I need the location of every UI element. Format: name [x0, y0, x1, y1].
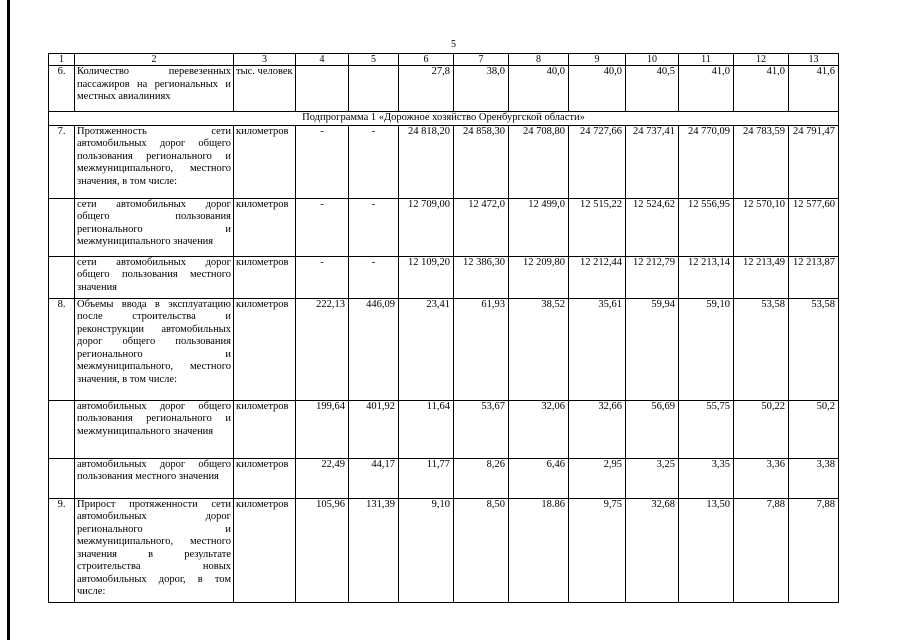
value-cell: 59,10 — [679, 298, 734, 400]
value-cell: 22,49 — [296, 458, 349, 498]
table-row — [49, 66, 839, 112]
unit-cell: километров — [234, 256, 296, 298]
value-cell: - — [296, 256, 349, 298]
table-row — [49, 458, 839, 498]
header-cell: 2 — [75, 54, 234, 66]
value-cell: 38,0 — [454, 66, 509, 112]
row-number: 9. — [49, 498, 75, 602]
value-cell: 53,67 — [454, 400, 509, 458]
value-cell: 53,58 — [789, 298, 839, 400]
indicator-name: сети автомобильных дорог общего пользования местного значения — [75, 256, 234, 298]
unit-cell: километров — [234, 298, 296, 400]
value-cell: 11,77 — [399, 458, 454, 498]
header-cell: 13 — [789, 54, 839, 66]
value-cell: 55,75 — [679, 400, 734, 458]
value-cell: 18.86 — [509, 498, 569, 602]
value-cell: 12 209,80 — [509, 256, 569, 298]
value-cell: 12 109,20 — [399, 256, 454, 298]
row-number: 8. — [49, 298, 75, 400]
value-cell — [349, 66, 399, 112]
unit-cell: километров — [234, 458, 296, 498]
value-cell: 44,17 — [349, 458, 399, 498]
value-cell: 24 770,09 — [679, 125, 734, 198]
table-row — [49, 198, 839, 256]
value-cell: 12 499,0 — [509, 198, 569, 256]
value-cell: 9,10 — [399, 498, 454, 602]
value-cell: 41,6 — [789, 66, 839, 112]
value-cell: 12 570,10 — [734, 198, 789, 256]
value-cell: - — [349, 256, 399, 298]
row-number: 7. — [49, 125, 75, 198]
table-row — [49, 125, 839, 198]
header-cell: 4 — [296, 54, 349, 66]
value-cell: 24 858,30 — [454, 125, 509, 198]
table-row — [49, 498, 839, 602]
value-cell: 27,8 — [399, 66, 454, 112]
header-cell: 1 — [49, 54, 75, 66]
value-cell: 56,69 — [626, 400, 679, 458]
value-cell: 7,88 — [789, 498, 839, 602]
unit-cell: километров — [234, 400, 296, 458]
value-cell: 3,25 — [626, 458, 679, 498]
header-cell: 8 — [509, 54, 569, 66]
indicator-name: автомобильных дорог общего пользования регионального и межмуниципального значения — [75, 400, 234, 458]
header-cell: 12 — [734, 54, 789, 66]
value-cell: 24 708,80 — [509, 125, 569, 198]
header-cell: 6 — [399, 54, 454, 66]
header-cell: 5 — [349, 54, 399, 66]
value-cell: 12 709,00 — [399, 198, 454, 256]
value-cell: 12 213,49 — [734, 256, 789, 298]
value-cell: 24 737,41 — [626, 125, 679, 198]
value-cell: 3,36 — [734, 458, 789, 498]
value-cell: 105,96 — [296, 498, 349, 602]
indicators-table — [48, 53, 839, 603]
value-cell: 11,64 — [399, 400, 454, 458]
unit-cell: тыс. человек — [234, 66, 296, 112]
value-cell: 12 386,30 — [454, 256, 509, 298]
value-cell: 9,75 — [569, 498, 626, 602]
value-cell: 401,92 — [349, 400, 399, 458]
subprogram-row — [49, 112, 839, 126]
row-number — [49, 256, 75, 298]
value-cell: 8,50 — [454, 498, 509, 602]
value-cell: 199,64 — [296, 400, 349, 458]
value-cell: 12 213,87 — [789, 256, 839, 298]
indicator-name: Протяженность сети автомобильных дорог общего пользования регионального и межмуниципального, местного значения, в том числе: — [75, 125, 234, 198]
indicator-name: Количество перевезенных пассажиров на региональных и местных авиалиниях — [75, 66, 234, 112]
header-cell: 11 — [679, 54, 734, 66]
subprogram-title: Подпрограмма 1 «Дорожное хозяйство Оренбургской области» — [49, 112, 839, 126]
unit-cell: километров — [234, 125, 296, 198]
row-number: 6. — [49, 66, 75, 112]
value-cell: 24 791,47 — [789, 125, 839, 198]
header-cell: 7 — [454, 54, 509, 66]
value-cell: 24 727,66 — [569, 125, 626, 198]
value-cell: 12 472,0 — [454, 198, 509, 256]
header-cell: 10 — [626, 54, 679, 66]
value-cell: 222,13 — [296, 298, 349, 400]
value-cell: 41,0 — [734, 66, 789, 112]
value-cell: 12 213,14 — [679, 256, 734, 298]
header-cell: 9 — [569, 54, 626, 66]
value-cell: 12 577,60 — [789, 198, 839, 256]
value-cell: - — [296, 125, 349, 198]
value-cell: 12 556,95 — [679, 198, 734, 256]
value-cell: 12 515,22 — [569, 198, 626, 256]
row-number — [49, 198, 75, 256]
binding-edge — [7, 0, 10, 640]
value-cell: 12 524,62 — [626, 198, 679, 256]
value-cell: 12 212,79 — [626, 256, 679, 298]
row-number — [49, 400, 75, 458]
value-cell: 38,52 — [509, 298, 569, 400]
value-cell: 3,38 — [789, 458, 839, 498]
value-cell: 7,88 — [734, 498, 789, 602]
value-cell: 131,39 — [349, 498, 399, 602]
value-cell: 2,95 — [569, 458, 626, 498]
value-cell: 13,50 — [679, 498, 734, 602]
indicator-name: автомобильных дорог общего пользования местного значения — [75, 458, 234, 498]
value-cell: 40,5 — [626, 66, 679, 112]
value-cell: 35,61 — [569, 298, 626, 400]
indicator-name: Прирост протяженности сети автомобильных дорог регионального и межмуниципального, местного значения в результате строительства новых автомобильных дорог, в том числе: — [75, 498, 234, 602]
value-cell: 24 783,59 — [734, 125, 789, 198]
indicator-name: сети автомобильных дорог общего пользования регионального и межмуниципального значения — [75, 198, 234, 256]
table-row — [49, 298, 839, 400]
value-cell: - — [349, 125, 399, 198]
value-cell: 32,06 — [509, 400, 569, 458]
value-cell: 23,41 — [399, 298, 454, 400]
value-cell: 8,26 — [454, 458, 509, 498]
value-cell: 40,0 — [509, 66, 569, 112]
value-cell: 446,09 — [349, 298, 399, 400]
value-cell: 50,2 — [789, 400, 839, 458]
value-cell: 59,94 — [626, 298, 679, 400]
value-cell — [296, 66, 349, 112]
value-cell: 32,68 — [626, 498, 679, 602]
value-cell: 41,0 — [679, 66, 734, 112]
value-cell: 3,35 — [679, 458, 734, 498]
value-cell: 40,0 — [569, 66, 626, 112]
table-body — [49, 66, 839, 603]
table-row — [49, 400, 839, 458]
value-cell: - — [349, 198, 399, 256]
value-cell: 24 818,20 — [399, 125, 454, 198]
unit-cell: километров — [234, 198, 296, 256]
value-cell: 6,46 — [509, 458, 569, 498]
header-cell: 3 — [234, 54, 296, 66]
indicator-name: Объемы ввода в эксплуатацию после строительства и реконструкции автомобильных дорог общего пользования регионального и межмуниципального, местного значения, в том числе: — [75, 298, 234, 400]
value-cell: 53,58 — [734, 298, 789, 400]
unit-cell: километров — [234, 498, 296, 602]
value-cell: 61,93 — [454, 298, 509, 400]
value-cell: - — [296, 198, 349, 256]
value-cell: 32,66 — [569, 400, 626, 458]
row-number — [49, 458, 75, 498]
header-row — [49, 54, 839, 66]
value-cell: 50,22 — [734, 400, 789, 458]
table-row — [49, 256, 839, 298]
page-number: 5 — [451, 39, 456, 50]
value-cell: 12 212,44 — [569, 256, 626, 298]
